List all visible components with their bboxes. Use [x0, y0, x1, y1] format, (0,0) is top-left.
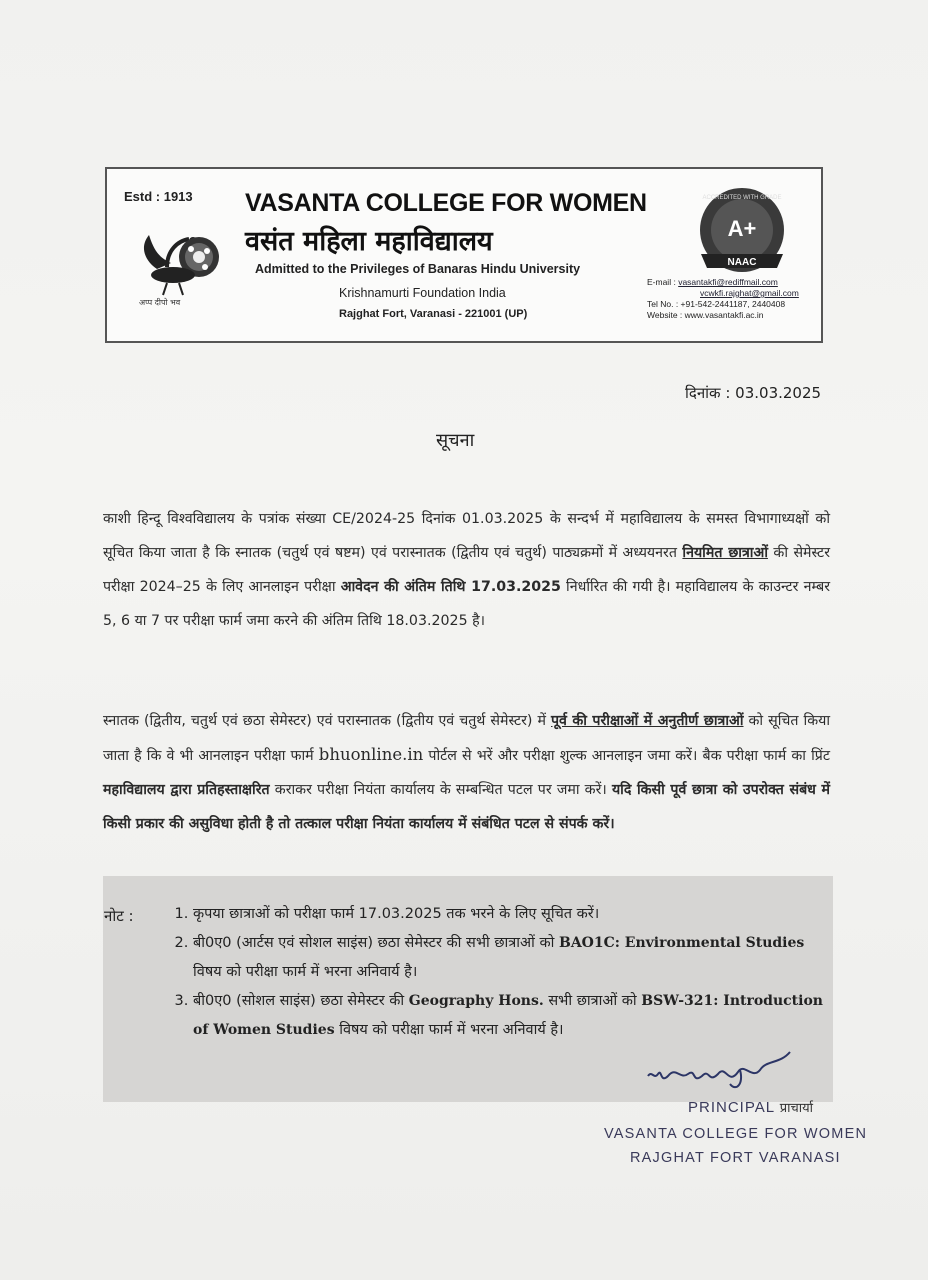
- note-item-3-course: BSW-321: Introduction of Women Studies: [193, 993, 823, 1038]
- paragraph-back-paper-students: [103, 704, 830, 841]
- address-line: Rajghat Fort, Varanasi - 221001 (UP): [339, 308, 528, 320]
- note-item-3-text-e: विषय को परीक्षा फार्म में भरना अनिवार्य है।: [334, 1022, 564, 1038]
- note-item-3-subject: Geography Hons.: [408, 993, 544, 1009]
- note-item-2-text-c: विषय को परीक्षा फार्म में भरना अनिवार्य है।: [193, 964, 418, 980]
- contact-block: [647, 277, 799, 321]
- para1-bold-regular-students: नियमित छात्राओं: [682, 545, 768, 561]
- email-primary[interactable]: vasantakfi@rediffmail.com: [678, 277, 778, 287]
- note-item-3-text-a: बी0ए0 (सोशल साइंस) छठा सेमेस्टर की: [193, 993, 409, 1009]
- para2-text-2: को सूचित किया जाता है कि वे भी आनलाइन परीक्षा फार्म: [103, 713, 830, 764]
- peacock-logo-icon: [127, 217, 219, 297]
- email-secondary[interactable]: vcwkfi.rajghat@gmail.com: [700, 288, 799, 298]
- college-name-hindi: वसंत महिला महाविद्यालय: [245, 226, 493, 257]
- para1-text-1: काशी हिन्दू विश्वविद्यालय के पत्रांक संख्या CE/2024-25 दिनांक 01.03.2025 के सन्दर्भ में महाविद्यालय के समस्त विभागाध्यक्षों को सूचित किया जाता है कि स्नातक (चतुर्थ एवं षष्टम) एवं परास्नातक (द्वितीय एवं चतुर्थ) पाठ्यक्रमों में अध्ययनरत: [103, 511, 830, 561]
- para1-bold-last-date: आवेदन की अंतिम तिथि 17.03.2025: [340, 579, 561, 595]
- para2-bold-contact-note: यदि किसी पूर्व छात्रा को उपरोक्त संबंध में किसी प्रकार की असुविधा होती है तो तत्काल परीक्षा नियंता कार्यालय में संबंधित पटल से संपर्क करें।: [103, 782, 830, 832]
- letterhead: [105, 167, 823, 343]
- motto: अप्प दीपो भव: [139, 298, 181, 307]
- note-item-3-text-c: सभी छात्राओं को: [543, 993, 642, 1009]
- stamp-college-name: VASANTA COLLEGE FOR WOMEN: [604, 1126, 868, 1142]
- naac-grade: A+: [727, 216, 757, 241]
- affiliation-line: Admitted to the Privileges of Banaras Hindu University: [255, 262, 581, 276]
- portal-link[interactable]: bhuonline.in: [318, 745, 424, 764]
- principal-designation: [688, 1098, 813, 1116]
- naac-ring-text: ACCREDITED WITH GRADE: [702, 195, 782, 201]
- note-item-2-text-a: बी0ए0 (आर्टस एवं सोशल साइंस) छठा सेमेस्टर की सभी छात्राओं को: [193, 935, 559, 951]
- note-item-3: [193, 987, 823, 1045]
- paragraph-regular-students: [103, 502, 830, 638]
- principal-hi: प्राचार्या: [779, 1101, 813, 1116]
- para2-bold-failed-students: पूर्व की परीक्षाओं में अनुतीर्ण छात्राओं: [551, 713, 744, 729]
- para1-text-3: निर्धारित की गयी है। महाविद्यालय के काउन्टर नम्बर 5, 6 या 7 पर परीक्षा फार्म जमा करने की अंतिम तिथि 18.03.2025 है।: [103, 579, 830, 629]
- note-item-1-text: कृपया छात्राओं को परीक्षा फार्म 17.03.2025 तक भरने के लिए सूचित करें।: [193, 906, 600, 922]
- para2-bold-countersigned: महाविद्यालय द्वारा प्रतिहस्ताक्षरित: [103, 782, 270, 798]
- foundation-line: Krishnamurti Foundation India: [339, 286, 506, 300]
- naac-badge-icon: [689, 184, 795, 284]
- principal-en: PRINCIPAL: [688, 1099, 775, 1116]
- para1-text-2: की सेमेस्टर परीक्षा 2024–25 के लिए आनलाइन परीक्षा: [103, 545, 831, 595]
- note-item-1: [193, 900, 823, 929]
- notice-date: दिनांक : 03.03.2025: [685, 384, 822, 402]
- naac-label: NAAC: [727, 257, 757, 268]
- note-item-2-course: BAO1C: Environmental Studies: [558, 935, 805, 951]
- college-name-english: VASANTA COLLEGE FOR WOMEN: [245, 189, 647, 217]
- para2-text-1: स्नातक (द्वितीय, चतुर्थ एवं छठा सेमेस्टर) एवं परास्नातक (द्वितीय एवं चतुर्थ सेमेस्टर) में: [103, 713, 551, 729]
- note-item-2: [193, 929, 823, 987]
- notice-heading: सूचना: [436, 430, 475, 451]
- stamp-college-address: RAJGHAT FORT VARANASI: [630, 1150, 841, 1166]
- para2-text-3: पोर्टल से भरें और परीक्षा शुल्क आनलाइन जमा करें। बैक परीक्षा फार्म का प्रिंट: [423, 748, 831, 764]
- principal-signature-icon: [640, 1040, 810, 1100]
- telephone: Tel No. : +91-542-2441187, 2440408: [647, 299, 786, 309]
- email-label: E-mail :: [647, 277, 676, 287]
- website[interactable]: Website : www.vasantakfi.ac.in: [647, 310, 764, 320]
- para2-text-4: कराकर परीक्षा नियंता कार्यालय के सम्बन्धित पटल पर जमा करें।: [269, 782, 612, 798]
- note-list: [163, 900, 823, 1045]
- established-year: Estd : 1913: [124, 189, 193, 204]
- note-label: नोट :: [104, 907, 134, 925]
